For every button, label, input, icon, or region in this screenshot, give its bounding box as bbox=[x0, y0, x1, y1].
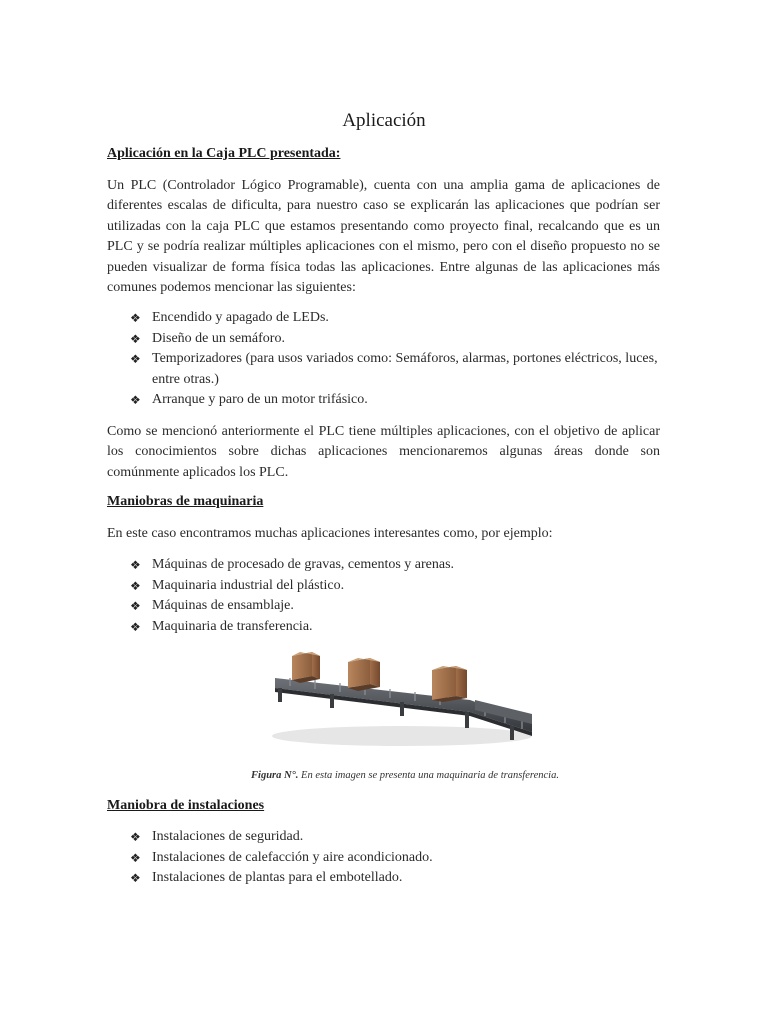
diamond-bullet-icon: ❖ bbox=[130, 619, 141, 634]
page-title: Aplicación bbox=[342, 110, 426, 131]
diamond-bullet-icon: ❖ bbox=[130, 393, 141, 408]
intro-paragraph: Un PLC (Controlador Lógico Programable), cuenta con una amplia gama de aplicaciones de diferentes escalas de dificulta, para nuestro caso se explicarán las aplicaciones que podrían ser utilizadas con la caja PLC que estamos presentando como proyecto final, recalcando que es un PLC y se podría realizar múltiples aplicaciones con el mismo, pero con el diseño propuesto no se pueden visualizar de forma física todas las aplicaciones. Entre algunas de las aplicaciones más comunes podemos mencionar las siguientes: bbox=[107, 178, 660, 296]
list-item: ❖ Temporizadores (para usos variados como: Semáforos, alarmas, portones eléctricos, luces, entre otras.) bbox=[130, 351, 658, 387]
diamond-bullet-icon: ❖ bbox=[130, 850, 141, 865]
machinery-list bbox=[130, 555, 665, 637]
closing-paragraph: Como se mencionó anteriormente el PLC tiene múltiples aplicaciones, con el objetivo de aplicar los conocimientos sobre dichas aplicaciones mencionaremos algunas áreas donde son comúnmente aplicados los PLC. bbox=[107, 424, 660, 480]
diamond-bullet-icon: ❖ bbox=[130, 830, 141, 844]
transfer-machine-image bbox=[270, 640, 535, 750]
diamond-bullet-icon: ❖ bbox=[130, 311, 141, 325]
list-item: ❖ Instalaciones de plantas para el embotellado. bbox=[130, 868, 665, 889]
diamond-bullet-icon: ❖ bbox=[130, 578, 141, 593]
plc-applications-list bbox=[130, 308, 665, 411]
machinery-intro-paragraph: En este caso encontramos muchas aplicaciones interesantes como, por ejemplo: bbox=[107, 526, 553, 541]
list-item: ❖ Arranque y paro de un motor trifásico. bbox=[130, 390, 665, 411]
list-item: ❖ Instalaciones de seguridad. bbox=[130, 827, 665, 848]
list-item: ❖ Maquinaria de transferencia. bbox=[130, 617, 665, 638]
list-item: ❖ Encendido y apagado de LEDs. bbox=[130, 308, 665, 329]
diamond-bullet-icon: ❖ bbox=[130, 871, 141, 886]
diamond-bullet-icon: ❖ bbox=[130, 352, 141, 367]
figure-caption: Figura N°. En esta imagen se presenta una maquinaria de transferencia. bbox=[251, 770, 559, 781]
section-heading-plc-application: Aplicación en la Caja PLC presentada: bbox=[107, 146, 341, 161]
diamond-bullet-icon: ❖ bbox=[130, 331, 141, 346]
list-item: ❖ Máquinas de ensamblaje. bbox=[130, 596, 665, 617]
section-heading-installations: Maniobra de instalaciones bbox=[107, 798, 265, 813]
list-item: ❖ Maquinaria industrial del plástico. bbox=[130, 576, 665, 597]
list-item: ❖ Máquinas de procesado de gravas, cementos y arenas. bbox=[130, 555, 665, 576]
list-item: ❖ Instalaciones de calefacción y aire acondicionado. bbox=[130, 848, 665, 869]
diamond-bullet-icon: ❖ bbox=[130, 599, 141, 614]
section-heading-machinery: Maniobras de maquinaria bbox=[107, 494, 264, 509]
list-item: ❖ Diseño de un semáforo. bbox=[130, 329, 665, 350]
diamond-bullet-icon: ❖ bbox=[130, 558, 141, 572]
installations-list bbox=[130, 827, 665, 889]
